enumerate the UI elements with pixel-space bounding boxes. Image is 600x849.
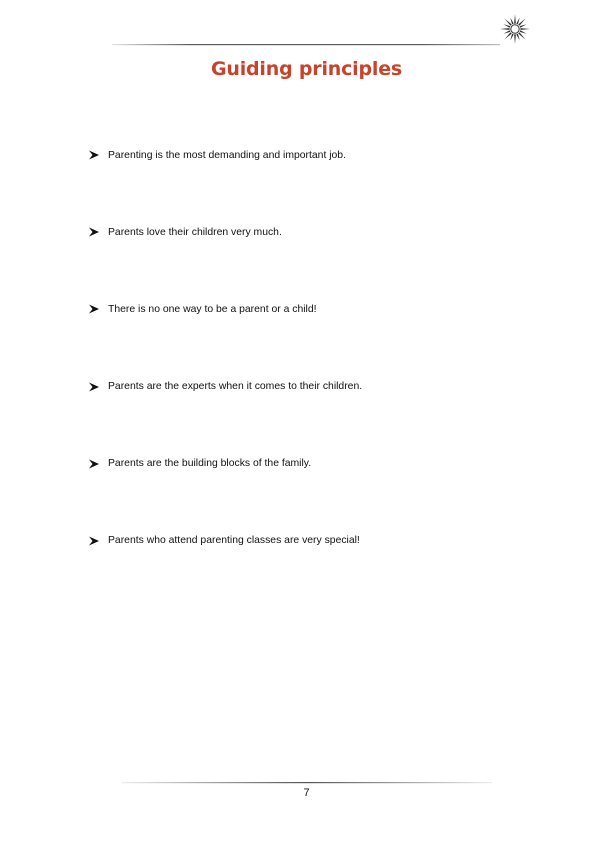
page-number: 7 (303, 787, 310, 799)
principle-text: Parents who attend parenting classes are very special! (108, 535, 360, 547)
arrowhead-bullet-icon (88, 150, 100, 160)
arrowhead-bullet-icon (88, 227, 100, 237)
principle-text: There is no one way to be a parent or a child! (108, 303, 317, 315)
page-title: Guiding principles (211, 58, 402, 80)
footer-divider (122, 782, 492, 784)
principle-text: Parenting is the most demanding and important job. (108, 149, 346, 161)
list-item (88, 300, 548, 318)
arrowhead-bullet-icon (88, 459, 100, 469)
arrowhead-bullet-icon (88, 536, 100, 546)
principle-text: Parents love their children very much. (108, 226, 282, 238)
principles-list (88, 146, 548, 550)
list-item (88, 455, 548, 473)
arrowhead-bullet-icon (88, 382, 100, 392)
header-divider (112, 44, 500, 46)
principle-text: Parents are the building blocks of the family. (108, 458, 312, 470)
sunburst-logo-icon (499, 13, 531, 45)
list-item (88, 532, 548, 550)
list-item (88, 223, 548, 241)
arrowhead-bullet-icon (88, 304, 100, 314)
list-item (88, 146, 548, 164)
principle-text: Parents are the experts when it comes to their children. (108, 381, 363, 393)
list-item (88, 378, 548, 396)
